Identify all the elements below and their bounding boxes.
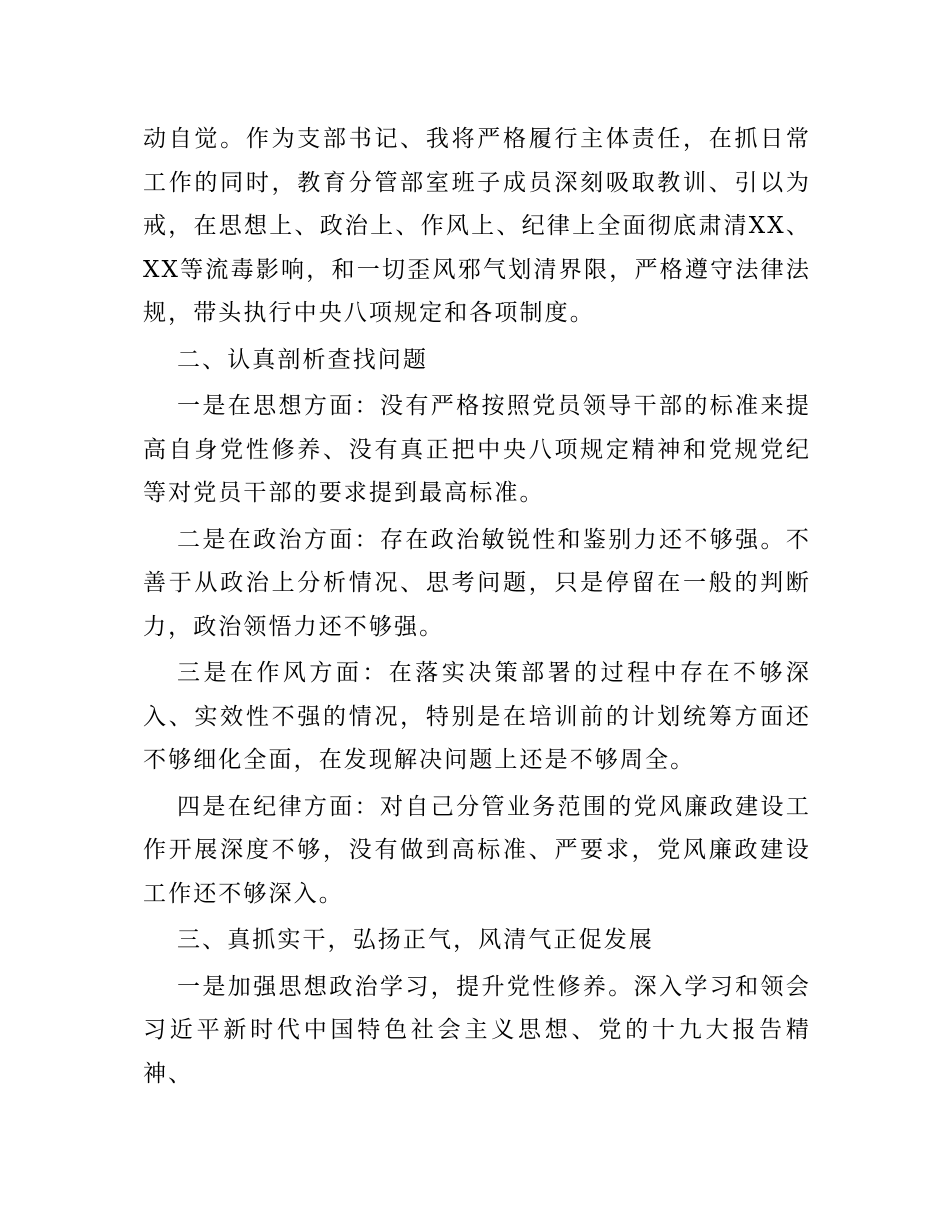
paragraph-ideology: 一是在思想方面：没有严格按照党员领导干部的标准来提高自身党性修养、没有真正把中央八项规定精神和党规党纪等对党员干部的要求提到最高标准。 [143, 393, 811, 506]
document-body [143, 118, 811, 1096]
section-heading-3: 三、真抓实干，弘扬正气，风清气正促发展 [177, 927, 654, 953]
paragraph-politics: 二是在政治方面：存在政治敏锐性和鉴别力还不够强。不善于从政治上分析情况、思考问题，只是停留在一般的判断力，政治领悟力还不够强。 [143, 526, 811, 640]
paragraph-work-style: 三是在作风方面：在落实决策部署的过程中存在不够深入、实效性不强的情况，特别是在培训前的计划统筹方面还不够细化全面，在发现解决问题上还是不够周全。 [143, 660, 811, 773]
paragraph-study: 一是加强思想政治学习，提升党性修养。深入学习和领会习近平新时代中国特色社会主义思想、党的十九大报告精神、 [143, 973, 811, 1087]
section-heading-2: 二、认真剖析查找问题 [177, 346, 428, 373]
paragraph-discipline: 四是在纪律方面：对自己分管业务范围的党风廉政建设工作开展深度不够，没有做到高标准、严要求，党风廉政建设工作还不够深入。 [143, 793, 811, 907]
paragraph-continued: 动自觉。作为支部书记、我将严格履行主体责任，在抓日常工作的同时，教育分管部室班子成员深刻吸取教训、引以为戒，在思想上、政治上、作风上、纪律上全面彻底肃清XX、XX等流毒影响，和一切歪风邪气划清界限，严格遵守法律法规，带头执行中央八项规定和各项制度。 [143, 126, 811, 326]
